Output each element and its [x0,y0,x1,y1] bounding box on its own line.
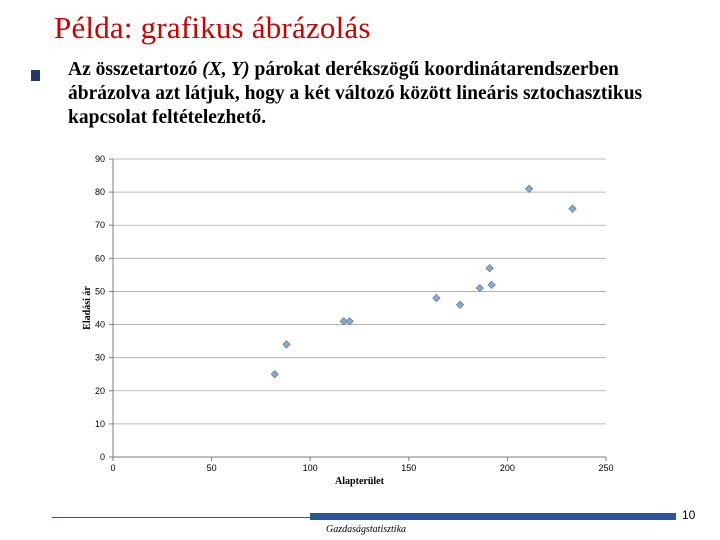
scatter-point [433,294,440,301]
y-tick-label: 40 [94,319,105,330]
scatter-point [569,205,576,212]
slide-title: Példa: grafikus ábrázolás [54,10,371,45]
y-axis-label: Eladási ár [82,286,93,330]
scatter-point [283,341,290,348]
y-tick-label: 0 [99,452,105,462]
x-axis-label: Alapterület [335,476,384,487]
x-tick-label: 0 [110,463,116,473]
scatter-point [488,281,495,288]
y-tick-label: 10 [94,418,105,429]
scatter-point [486,265,493,272]
footer-bar [310,513,676,520]
scatter-point [456,301,463,308]
scatter-point [525,185,532,192]
body-text-after: párokat derékszögű koordinátarendszerben ábrázolva azt látjuk, hogy a két változó között lineáris sztochasztikus kapcsolat feltételezhető. [68,59,643,128]
x-tick-label: 50 [206,463,217,473]
x-tick-label: 200 [499,463,515,473]
scatter-point [476,285,483,292]
y-tick-label: 90 [94,154,105,164]
x-tick-label: 250 [598,463,614,473]
page-number: 10 [682,508,696,522]
x-tick-label: 150 [401,463,417,473]
scatter-point [271,371,278,378]
body-text-before: Az összetartozó [68,59,203,80]
y-tick-label: 80 [94,187,105,198]
x-tick-label: 100 [302,463,318,473]
footer-subject: Gazdaságstatisztika [326,524,407,535]
scatter-point [346,318,353,325]
y-tick-label: 30 [94,352,105,363]
footer-rule [52,517,310,518]
y-tick-label: 70 [94,220,105,231]
y-tick-label: 60 [94,253,105,264]
y-tick-label: 20 [94,385,105,396]
body-math-pair: (X, Y) [202,59,250,80]
y-tick-label: 50 [94,286,105,297]
